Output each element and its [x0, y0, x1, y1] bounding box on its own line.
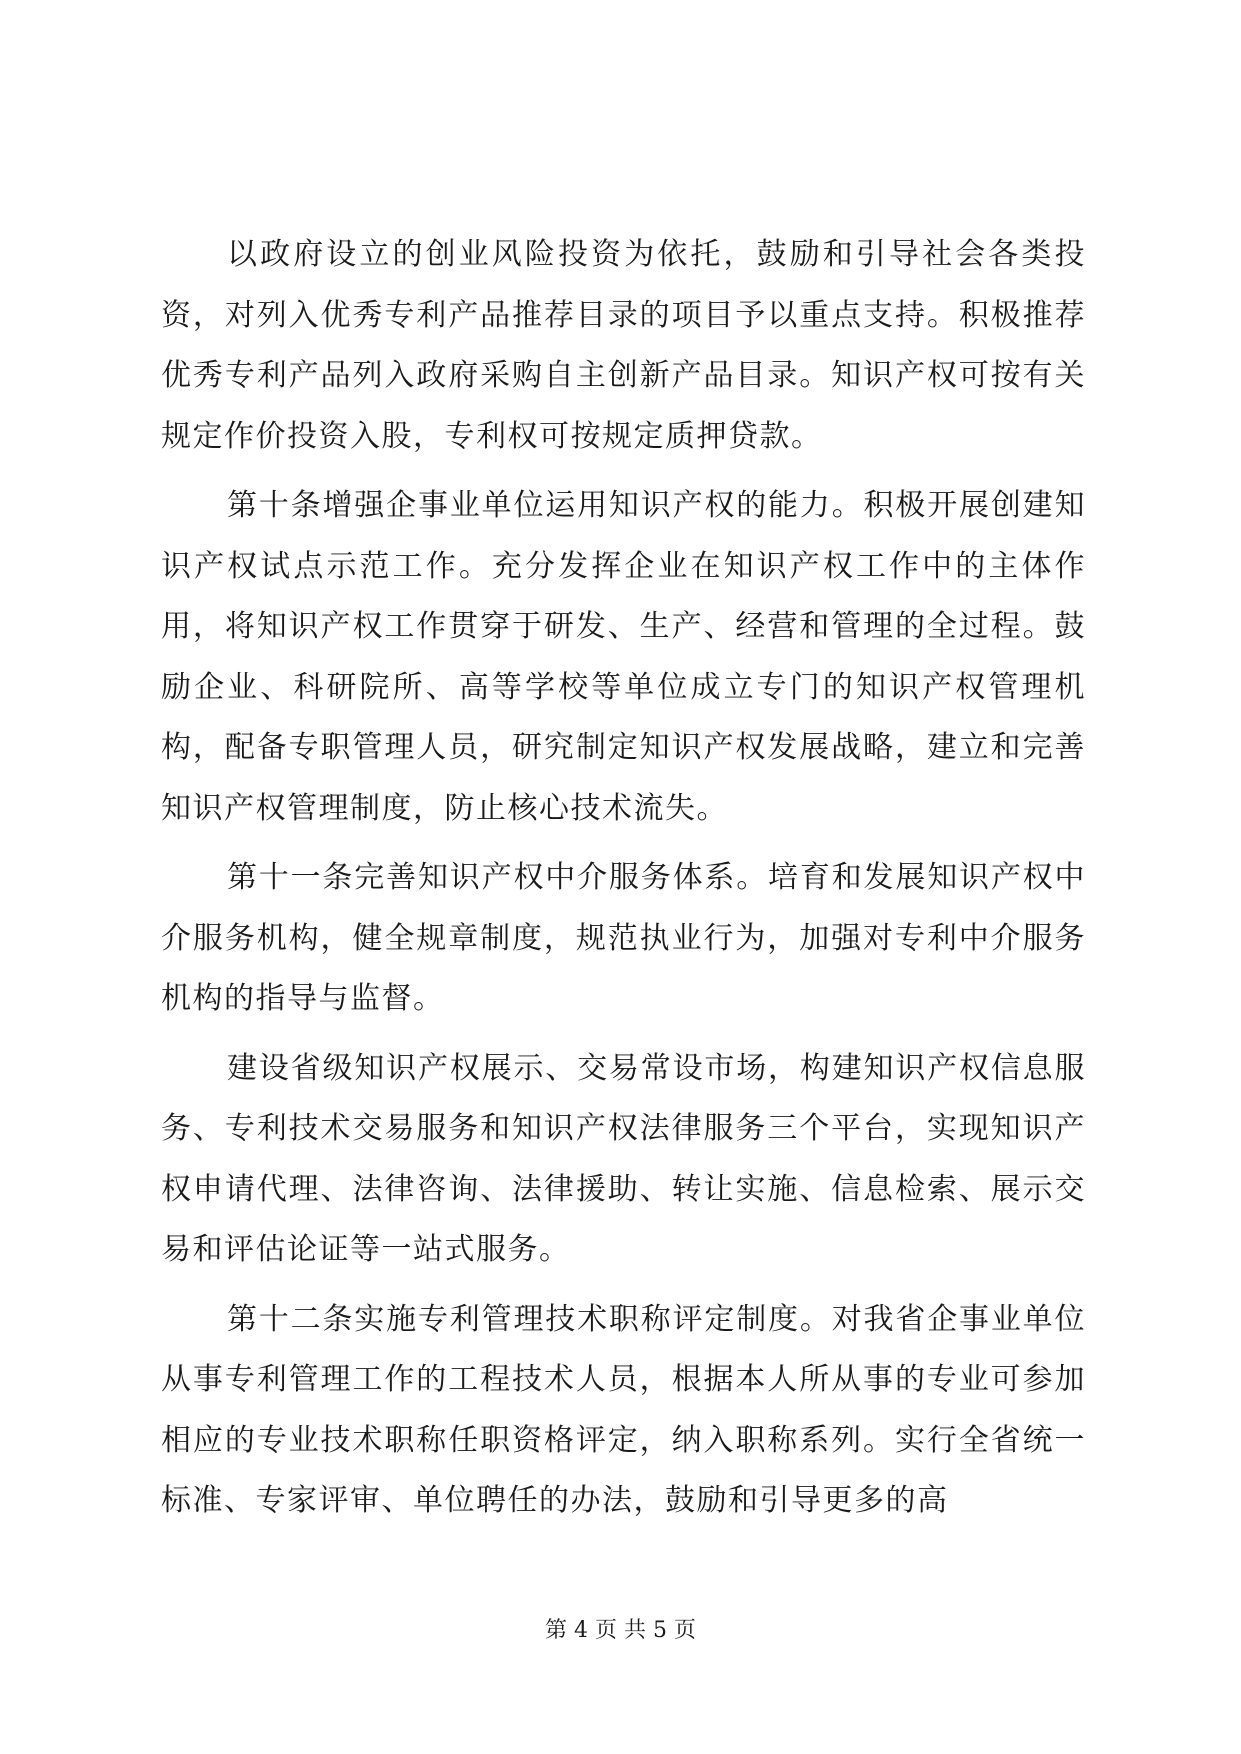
paragraph: 第十二条实施专利管理技术职称评定制度。对我省企事业单位从事专利管理工作的工程技术人员，根据本人所从事的专业可参加相应的专业技术职称任职资格评定，纳入职称系列。实行全省统一标准、专家评审、单位聘任的办法，鼓励和引导更多的高	[161, 1301, 1086, 1518]
paragraph: 第十条增强企事业单位运用知识产权的能力。积极开展创建知识产权试点示范工作。充分发挥企业在知识产权工作中的主体作用，将知识产权工作贯穿于研发、生产、经营和管理的全过程。鼓励企业、科研院所、高等学校等单位成立专门的知识产权管理机构，配备专职管理人员，研究制定知识产权发展战略，建立和完善知识产权管理制度，防止核心技术流失。	[161, 488, 1086, 826]
document-body	[161, 225, 1086, 1541]
paragraph: 建设省级知识产权展示、交易常设市场，构建知识产权信息服务、专利技术交易服务和知识产权法律服务三个平台，实现知识产权申请代理、法律咨询、法律援助、转让实施、信息检索、展示交易和评估论证等一站式服务。	[161, 1050, 1086, 1267]
paragraph: 以政府设立的创业风险投资为依托，鼓励和引导社会各类投资，对列入优秀专利产品推荐目录的项目予以重点支持。积极推荐优秀专利产品列入政府采购自主创新产品目录。知识产权可按有关规定作价投资入股，专利权可按规定质押贷款。	[161, 237, 1086, 454]
page-number: 第 4 页 共 5 页	[545, 1618, 696, 1643]
paragraph: 第十一条完善知识产权中介服务体系。培育和发展知识产权中介服务机构，健全规章制度，规范执业行为，加强对专利中介服务机构的指导与监督。	[161, 860, 1086, 1016]
